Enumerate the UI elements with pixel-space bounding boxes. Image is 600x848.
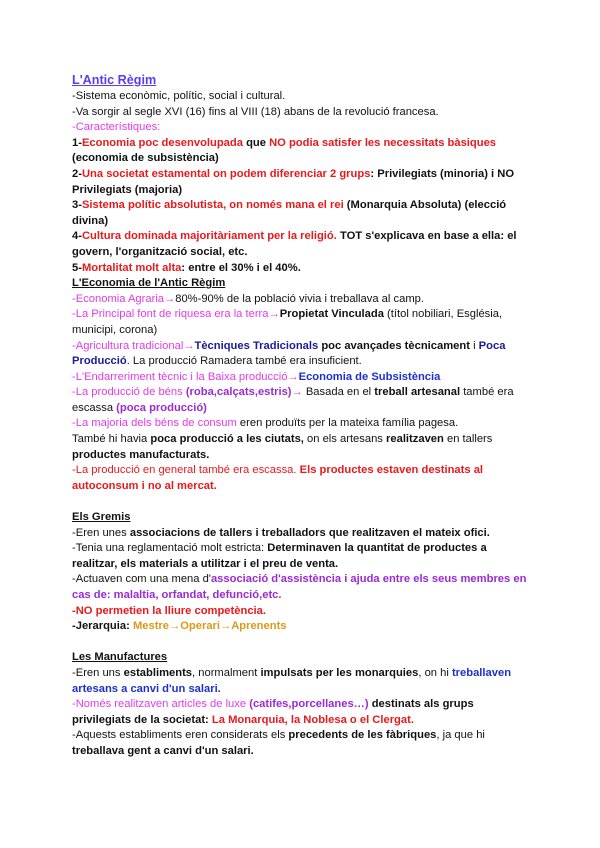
- text: -Aquests establiments eren considerats els: [72, 729, 289, 742]
- text: -Eren unes: [72, 526, 130, 539]
- section-heading-manufactures: Les Manufactures: [72, 651, 168, 664]
- bold-text: (poca producció): [116, 401, 207, 414]
- highlight: NO podia satisfer les necessitats bàsiques: [269, 136, 497, 149]
- characteristic-2: [72, 167, 534, 198]
- characteristic-3: [72, 198, 534, 229]
- economia-item-6: [72, 416, 534, 432]
- intro-line-1: -Sistema econòmic, polític, social i cultural.: [72, 90, 286, 102]
- text: , ja que hi: [436, 729, 485, 742]
- text: 80%-90% de la població vivia i treballava al camp.: [175, 292, 424, 305]
- highlight: Mortalitat molt alta: [81, 261, 182, 274]
- text: -Tenia una reglamentació molt estricta:: [72, 542, 268, 555]
- bold-text: precedents de les fàbriques: [288, 729, 437, 742]
- text: , on hi: [418, 666, 452, 679]
- text: (títol nobiliari, Església, municipi, corona): [72, 308, 503, 336]
- bold-text: Els productes estaven destinats al autoconsum i no al mercat.: [72, 464, 484, 492]
- highlight: Sistema polític absolutista, on només mana el rei: [81, 199, 344, 212]
- text: també era escassa: [72, 386, 514, 414]
- economia-item-8: [72, 463, 534, 494]
- hierarchy-level: Mestre: [132, 620, 170, 633]
- section-heading-gremis: Els Gremis: [72, 511, 131, 524]
- economia-item-7: [72, 432, 534, 463]
- bold-text: (catifes,porcellanes…): [246, 698, 369, 711]
- highlight: Cultura dominada majoritàriament per la religió.: [81, 230, 337, 243]
- characteristic-5: [72, 261, 534, 277]
- characteristic-4: [72, 229, 534, 260]
- text: (economia de subsistència): [72, 152, 219, 165]
- bold-text: poca producció a les ciutats,: [150, 433, 304, 446]
- text: i: [469, 339, 479, 352]
- highlight: -La producció en general també era escassa.: [72, 464, 297, 477]
- text: : entre el 30% i el 40%.: [181, 261, 301, 274]
- bold-text: -Jerarquia:: [72, 620, 133, 633]
- text: eren produïts per la mateixa família pagesa.: [236, 417, 459, 430]
- bold-text: Determinaven la quantitat de productes a realitzar, els materials a utilitzar i el preu de venta.: [72, 542, 487, 570]
- characteristics-label: -Característiques:: [72, 121, 161, 134]
- text: , normalment: [192, 666, 261, 679]
- gremis-item-5: [72, 619, 534, 635]
- bold-text: treball artesanal: [374, 386, 461, 399]
- gremis-item-4: -NO permetien la lliure competència.: [72, 604, 266, 617]
- highlight: -La producció de béns: [72, 386, 183, 399]
- economia-item-3: [72, 339, 534, 370]
- economia-item-4: [72, 370, 534, 386]
- bold-text: Tècniques Tradicionals: [194, 339, 319, 352]
- text: També hi havia: [72, 433, 151, 446]
- section-heading-economia: L'Economia de l'Antic Règim: [72, 277, 226, 290]
- economia-item-5: [72, 385, 534, 416]
- bold-text: associacions de tallers i treballadors que realitzaven el mateix ofici.: [129, 526, 490, 539]
- highlight: Una societat estamental on podem diferenciar 2 grups: [81, 167, 371, 180]
- manufactures-item-3: [72, 728, 534, 759]
- page-title: L'Antic Règim: [72, 73, 157, 87]
- arrow-icon: →: [287, 370, 299, 383]
- highlight: Economia poc desenvolupada: [81, 136, 243, 149]
- number: 2-: [72, 167, 82, 180]
- intro-line-2: -Va sorgir al segle XVI (16) fins al VIII (18) abans de la revolució francesa.: [72, 105, 439, 118]
- text: TOT s'explicava en base a ella: el govern, l'organització social, etc.: [72, 230, 517, 258]
- document-body: [72, 71, 534, 760]
- highlight: -L'Endarreriment tècnic i la Baixa producció: [72, 370, 288, 383]
- manufactures-item-2: [72, 697, 534, 728]
- text: -Eren uns: [72, 666, 124, 679]
- bold-text: (roba,calçats,estris): [182, 386, 292, 399]
- bold-text: treballava gent a canvi d'un salari.: [72, 744, 254, 757]
- manufactures-item-1: [72, 666, 534, 697]
- bold-text: establiments: [123, 666, 193, 679]
- text: . La producció Ramadera també era insuficient.: [126, 355, 362, 368]
- arrow-icon: →: [164, 292, 176, 305]
- text: -Actuaven com una mena d': [72, 573, 211, 586]
- gremis-item-1: [72, 526, 534, 542]
- arrow-icon: →: [268, 308, 280, 321]
- spacer: [72, 494, 534, 510]
- hierarchy-level: Operari: [180, 620, 220, 633]
- gremis-item-3: [72, 572, 534, 603]
- highlight: -Agricultura tradicional: [72, 339, 184, 352]
- economia-item-2: [72, 307, 534, 338]
- highlight: -Economia Agraria: [72, 292, 165, 305]
- hierarchy-level: Aprenents: [231, 620, 287, 633]
- spacer: [72, 635, 534, 651]
- bold-text: Economia de Subsistència: [298, 370, 441, 383]
- arrow-icon: →: [183, 339, 195, 352]
- bold-text: treballaven artesans a canvi d'un salari.: [72, 666, 512, 695]
- bold-text: impulsats per les monarquies: [260, 666, 419, 679]
- number: 1-: [72, 136, 82, 149]
- bold-text: associació d'assistència i ajuda entre els seus membres en cas de: malaltia, orfandat, defunció,etc.: [72, 573, 527, 601]
- text: on els artesans: [303, 433, 387, 446]
- text: (Monarquia Absoluta) (elecció divina): [72, 199, 507, 227]
- number: 3-: [72, 199, 82, 212]
- arrow-icon: →: [220, 620, 232, 633]
- bold-text: destinats als grups privilegiats de la societat:: [72, 698, 474, 726]
- economia-item-1: [72, 292, 534, 308]
- highlight: -La Principal font de riquesa era la terra: [72, 308, 269, 321]
- characteristic-1: [72, 136, 534, 167]
- text: Basada en el: [302, 386, 375, 399]
- bold-text: Poca Producció: [72, 339, 506, 368]
- text: que: [242, 136, 270, 149]
- text: en tallers: [443, 433, 493, 446]
- arrow-icon: →: [291, 386, 303, 399]
- bold-text: poc avançades tècnicament: [318, 339, 470, 352]
- bold-text: La Monarquia, la Noblesa o el Clergat.: [211, 713, 414, 726]
- highlight: -La majoria dels béns de consum: [72, 417, 237, 430]
- bold-text: realitzaven: [386, 433, 444, 446]
- bold-text: productes manufacturats.: [72, 448, 210, 461]
- bold-text: Propietat Vinculada: [279, 308, 384, 321]
- text: : Privilegiats (minoria) i NO Privilegiats (majoria): [72, 167, 515, 196]
- gremis-item-2: [72, 541, 534, 572]
- number: 5-: [72, 261, 82, 274]
- number: 4-: [72, 230, 82, 243]
- highlight: -Només realitzaven articles de luxe: [72, 698, 247, 711]
- arrow-icon: →: [169, 620, 181, 633]
